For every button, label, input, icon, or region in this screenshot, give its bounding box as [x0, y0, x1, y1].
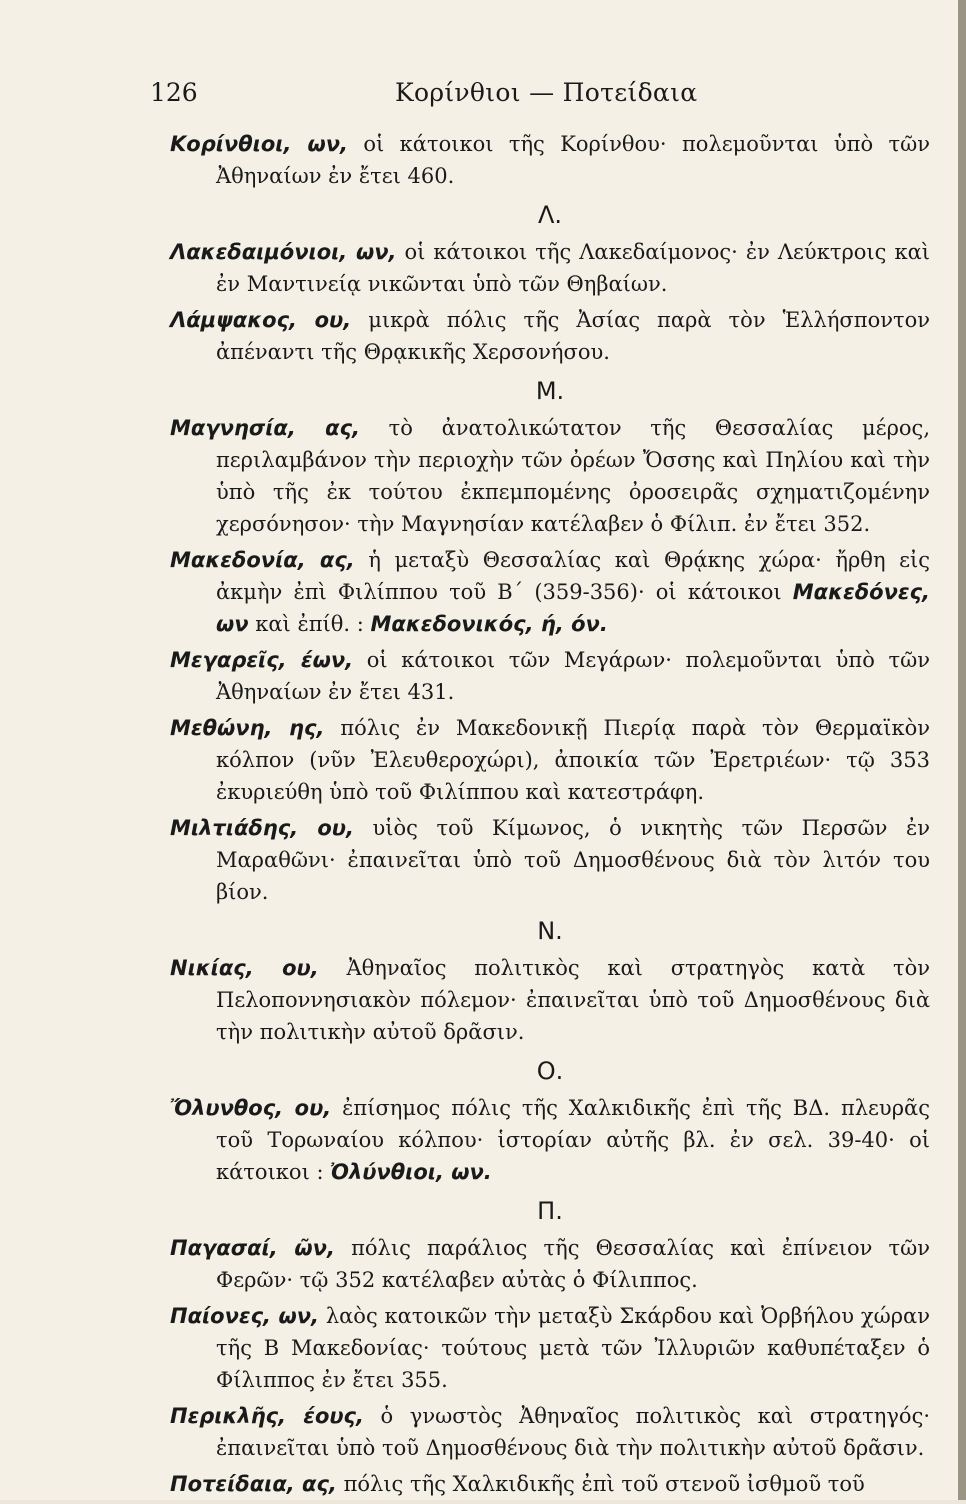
running-head	[150, 78, 950, 114]
headword: Παγασαί, ῶν,	[170, 1236, 335, 1260]
headword: Ὄλυνθος, ου,	[170, 1096, 332, 1120]
headword: Μεγαρεῖς, έων,	[170, 648, 354, 672]
definition: οἱ κάτοικοι τῆς Κορίνθου· πολεμοῦνται ὑπὸ τῶν Ἀθηναίων ἐν ἔτει 460.	[216, 132, 930, 188]
definition: Ἀθηναῖος πολιτικὸς καὶ στρατηγὸς κατὰ τὸν Πελοποννησιακὸν πόλεμον· ἐπαινεῖται ὑπὸ τοῦ Δημοσθένους διὰ τὴν πολιτικὴν αὐτοῦ δρᾶσιν.	[216, 956, 930, 1044]
headword: Νικίας, ου,	[170, 956, 319, 980]
glossary-entry	[170, 1400, 930, 1464]
definition: μικρὰ πόλις τῆς Ἀσίας παρὰ τὸν Ἑλλήσποντον ἀπέναντι τῆς Θρᾳκικῆς Χερσονήσου.	[216, 308, 931, 364]
glossary-entry	[170, 1092, 930, 1188]
section-letter: Ο.	[536, 1057, 564, 1085]
glossary-content	[170, 128, 930, 1504]
glossary-entry	[170, 544, 930, 640]
definition: οἱ κάτοικοι τῆς Λακεδαίμονος· ἐν Λεύκτροις καὶ ἐν Μαντινείᾳ νικῶνται ὑπὸ τῶν Θηβαίων.	[216, 240, 930, 296]
glossary-entry	[170, 412, 930, 540]
headword: Μεθώνη, ης,	[170, 716, 325, 740]
glossary-entry	[170, 812, 930, 908]
glossary-entry	[170, 712, 930, 808]
glossary-entry	[170, 304, 930, 368]
headword-adjective: Μακεδονικός, ή, όν.	[370, 612, 608, 636]
glossary-entry	[170, 952, 930, 1048]
glossary-entry	[170, 1232, 930, 1296]
headword: Λάμψακος, ου,	[170, 308, 352, 332]
headword: Κορίνθιοι, ων,	[170, 132, 348, 156]
headword: Μακεδονία, ας,	[170, 548, 355, 572]
definition: λαὸς κατοικῶν τὴν μεταξὺ Σκάρδου καὶ Ὀρβήλου χώραν τῆς Β Μακεδονίας· τούτους μετὰ τῶν Ἰλλυριῶν καθυπέταξεν ὁ Φίλιππος ἐν ἔτει 355.	[216, 1304, 930, 1392]
glossary-entry	[170, 236, 930, 300]
headword: Περικλῆς, έους,	[170, 1404, 364, 1428]
definition: υἱὸς τοῦ Κίμωνος, ὁ νικητὴς τῶν Περσῶν ἐν Μαραθῶνι· ἐπαινεῖται ὑπὸ τοῦ Δημοσθένους διὰ τὸν λιτόν του βίον.	[216, 816, 930, 904]
headword-variant: Μακεδόνες, ων	[216, 580, 930, 636]
definition: ἐπίσημος πόλις τῆς Χαλκιδικῆς ἐπὶ τῆς ΒΔ. πλευρᾶς τοῦ Τορωναίου κόλπου· ἱστορίαν αὐτῆς βλ. ἐν σελ. 39-40· οἱ κάτοικοι :	[216, 1096, 930, 1184]
glossary-entry	[170, 644, 930, 708]
section-letter: Μ.	[535, 377, 565, 405]
headword: Παίονες, ων,	[170, 1304, 320, 1328]
headword: Μαγνησία, ας,	[170, 416, 360, 440]
definition: ὁ γνωστὸς Ἀθηναῖος πολιτικὸς καὶ στρατηγός· ἐπαινεῖται ὑπὸ τοῦ Δημοσθένους διὰ τὴν πολιτικὴν αὐτοῦ δρᾶσιν.	[216, 1404, 931, 1460]
running-title: Κορίνθιοι — Ποτείδαια	[395, 78, 698, 107]
definition: πόλις τῆς Χαλκιδικῆς ἐπὶ τοῦ στενοῦ ἰσθμοῦ τοῦ	[336, 1472, 865, 1496]
headword-variant: Ὀλύνθιοι, ων.	[330, 1160, 492, 1184]
headword: Μιλτιάδης, ου,	[170, 816, 354, 840]
section-letter: Λ.	[537, 201, 563, 229]
glossary-entry	[170, 1300, 930, 1396]
definition: οἱ κάτοικοι τῶν Μεγάρων· πολεμοῦνται ὑπὸ τῶν Ἀθηναίων ἐν ἔτει 431.	[216, 648, 930, 704]
page-number: 126	[150, 78, 198, 107]
headword: Ποτείδαια, ας,	[170, 1472, 337, 1496]
glossary-entry	[170, 128, 930, 192]
glossary-entry	[170, 1468, 930, 1500]
section-letter: Π.	[537, 1197, 563, 1225]
definition: τὸ ἀνατολικώτατον τῆς Θεσσαλίας μέρος, περιλαμβάνον τὴν περιοχὴν τῶν ὀρέων Ὄσσης καὶ Πηλίου καὶ τὴν ὑπὸ τῆς ἐκ τούτου ἐκπεμπομένης ὀροσειρᾶς σχηματιζομένην χερσόνησον· τὴν Μαγνησίαν κατέλαβεν ὁ Φίλιπ. ἐν ἔτει 352.	[216, 416, 930, 536]
definition-cont: καὶ ἐπίθ. :	[248, 612, 371, 636]
definition: ἡ μεταξὺ Θεσσαλίας καὶ Θρᾴκης χώρα· ἤρθη εἰς ἀκμὴν ἐπὶ Φιλίππου τοῦ Β΄ (359-356)· οἱ κάτοικοι	[216, 548, 931, 604]
definition: πόλις παράλιος τῆς Θεσσαλίας καὶ ἐπίνειον τῶν Φερῶν· τῷ 352 κατέλαβεν αὐτὰς ὁ Φίλιππος.	[216, 1236, 930, 1292]
section-letter: Ν.	[537, 917, 563, 945]
headword: Λακεδαιμόνιοι, ων,	[170, 240, 397, 264]
definition: πόλις ἐν Μακεδονικῇ Πιερίᾳ παρὰ τὸν Θερμαϊκὸν κόλπον (νῦν Ἐλευθεροχώρι), ἀποικία τῶν Ἐρετριέων· τῷ 353 ἐκυριεύθη ὑπὸ τοῦ Φιλίππου καὶ κατεστράφη.	[216, 716, 930, 804]
